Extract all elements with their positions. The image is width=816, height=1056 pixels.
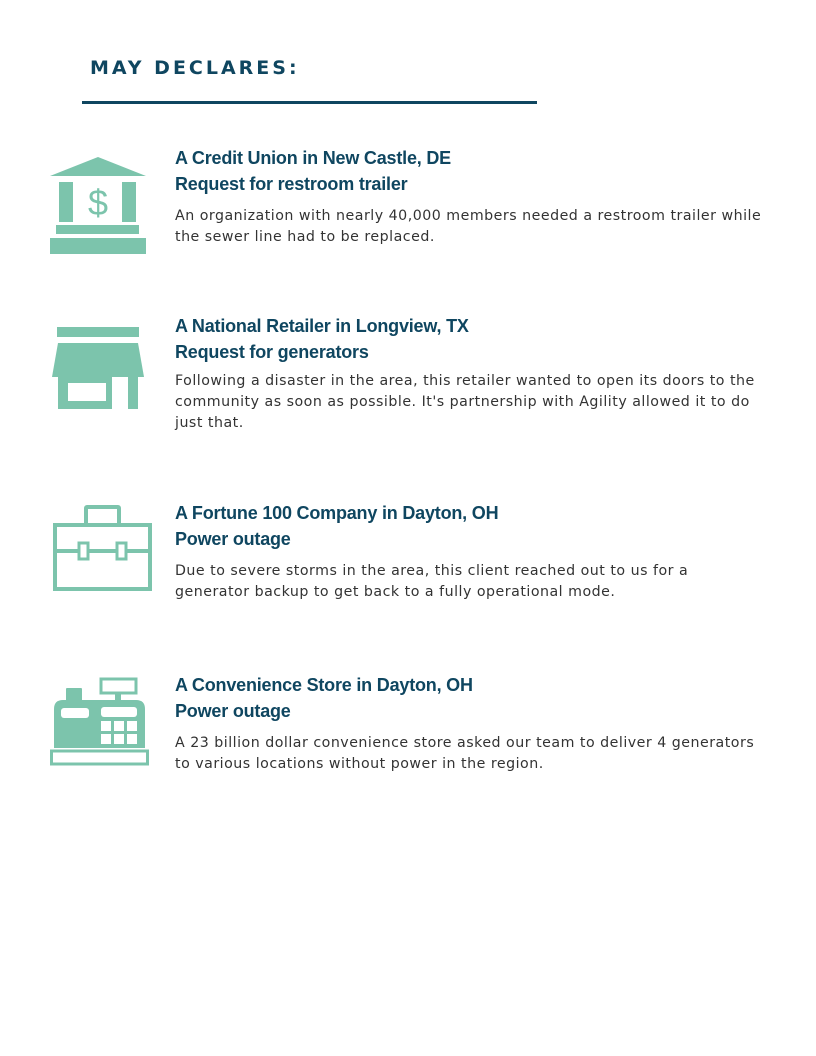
entry-title: A Credit Union in New Castle, DE <box>175 148 451 168</box>
entry-title: A National Retailer in Longview, TX <box>175 316 469 336</box>
entry-description: An organization with nearly 40,000 members needed a restroom trailer while the sewer line had to be replaced. <box>175 208 762 245</box>
entry-title: A Fortune 100 Company in Dayton, OH <box>175 503 499 523</box>
entry-description: Due to severe storms in the area, this client reached out to us for a generator backup to get back to a fully operational mode. <box>175 563 689 600</box>
entry-subtitle: Request for restroom trailer <box>175 174 408 194</box>
entry-description: A 23 billion dollar convenience store asked our team to deliver 4 generators to various locations without power in the region. <box>175 735 755 772</box>
svg-text:$: $ <box>87 182 109 223</box>
entry-description: Following a disaster in the area, this retailer wanted to open its doors to the community as soon as possible. It's partnership with Agility allowed it to do just that. <box>175 373 755 431</box>
entry-subtitle: Request for generators <box>175 342 369 362</box>
page-title: MAY DECLARES: <box>90 57 300 79</box>
cash-register-icon <box>50 677 149 767</box>
title-divider <box>82 101 537 104</box>
entry-subtitle: Power outage <box>175 529 291 549</box>
bank-icon <box>50 157 146 255</box>
storefront-icon <box>52 327 144 409</box>
entry-subtitle: Power outage <box>175 701 291 721</box>
entry-title: A Convenience Store in Dayton, OH <box>175 675 473 695</box>
briefcase-icon <box>53 505 152 591</box>
